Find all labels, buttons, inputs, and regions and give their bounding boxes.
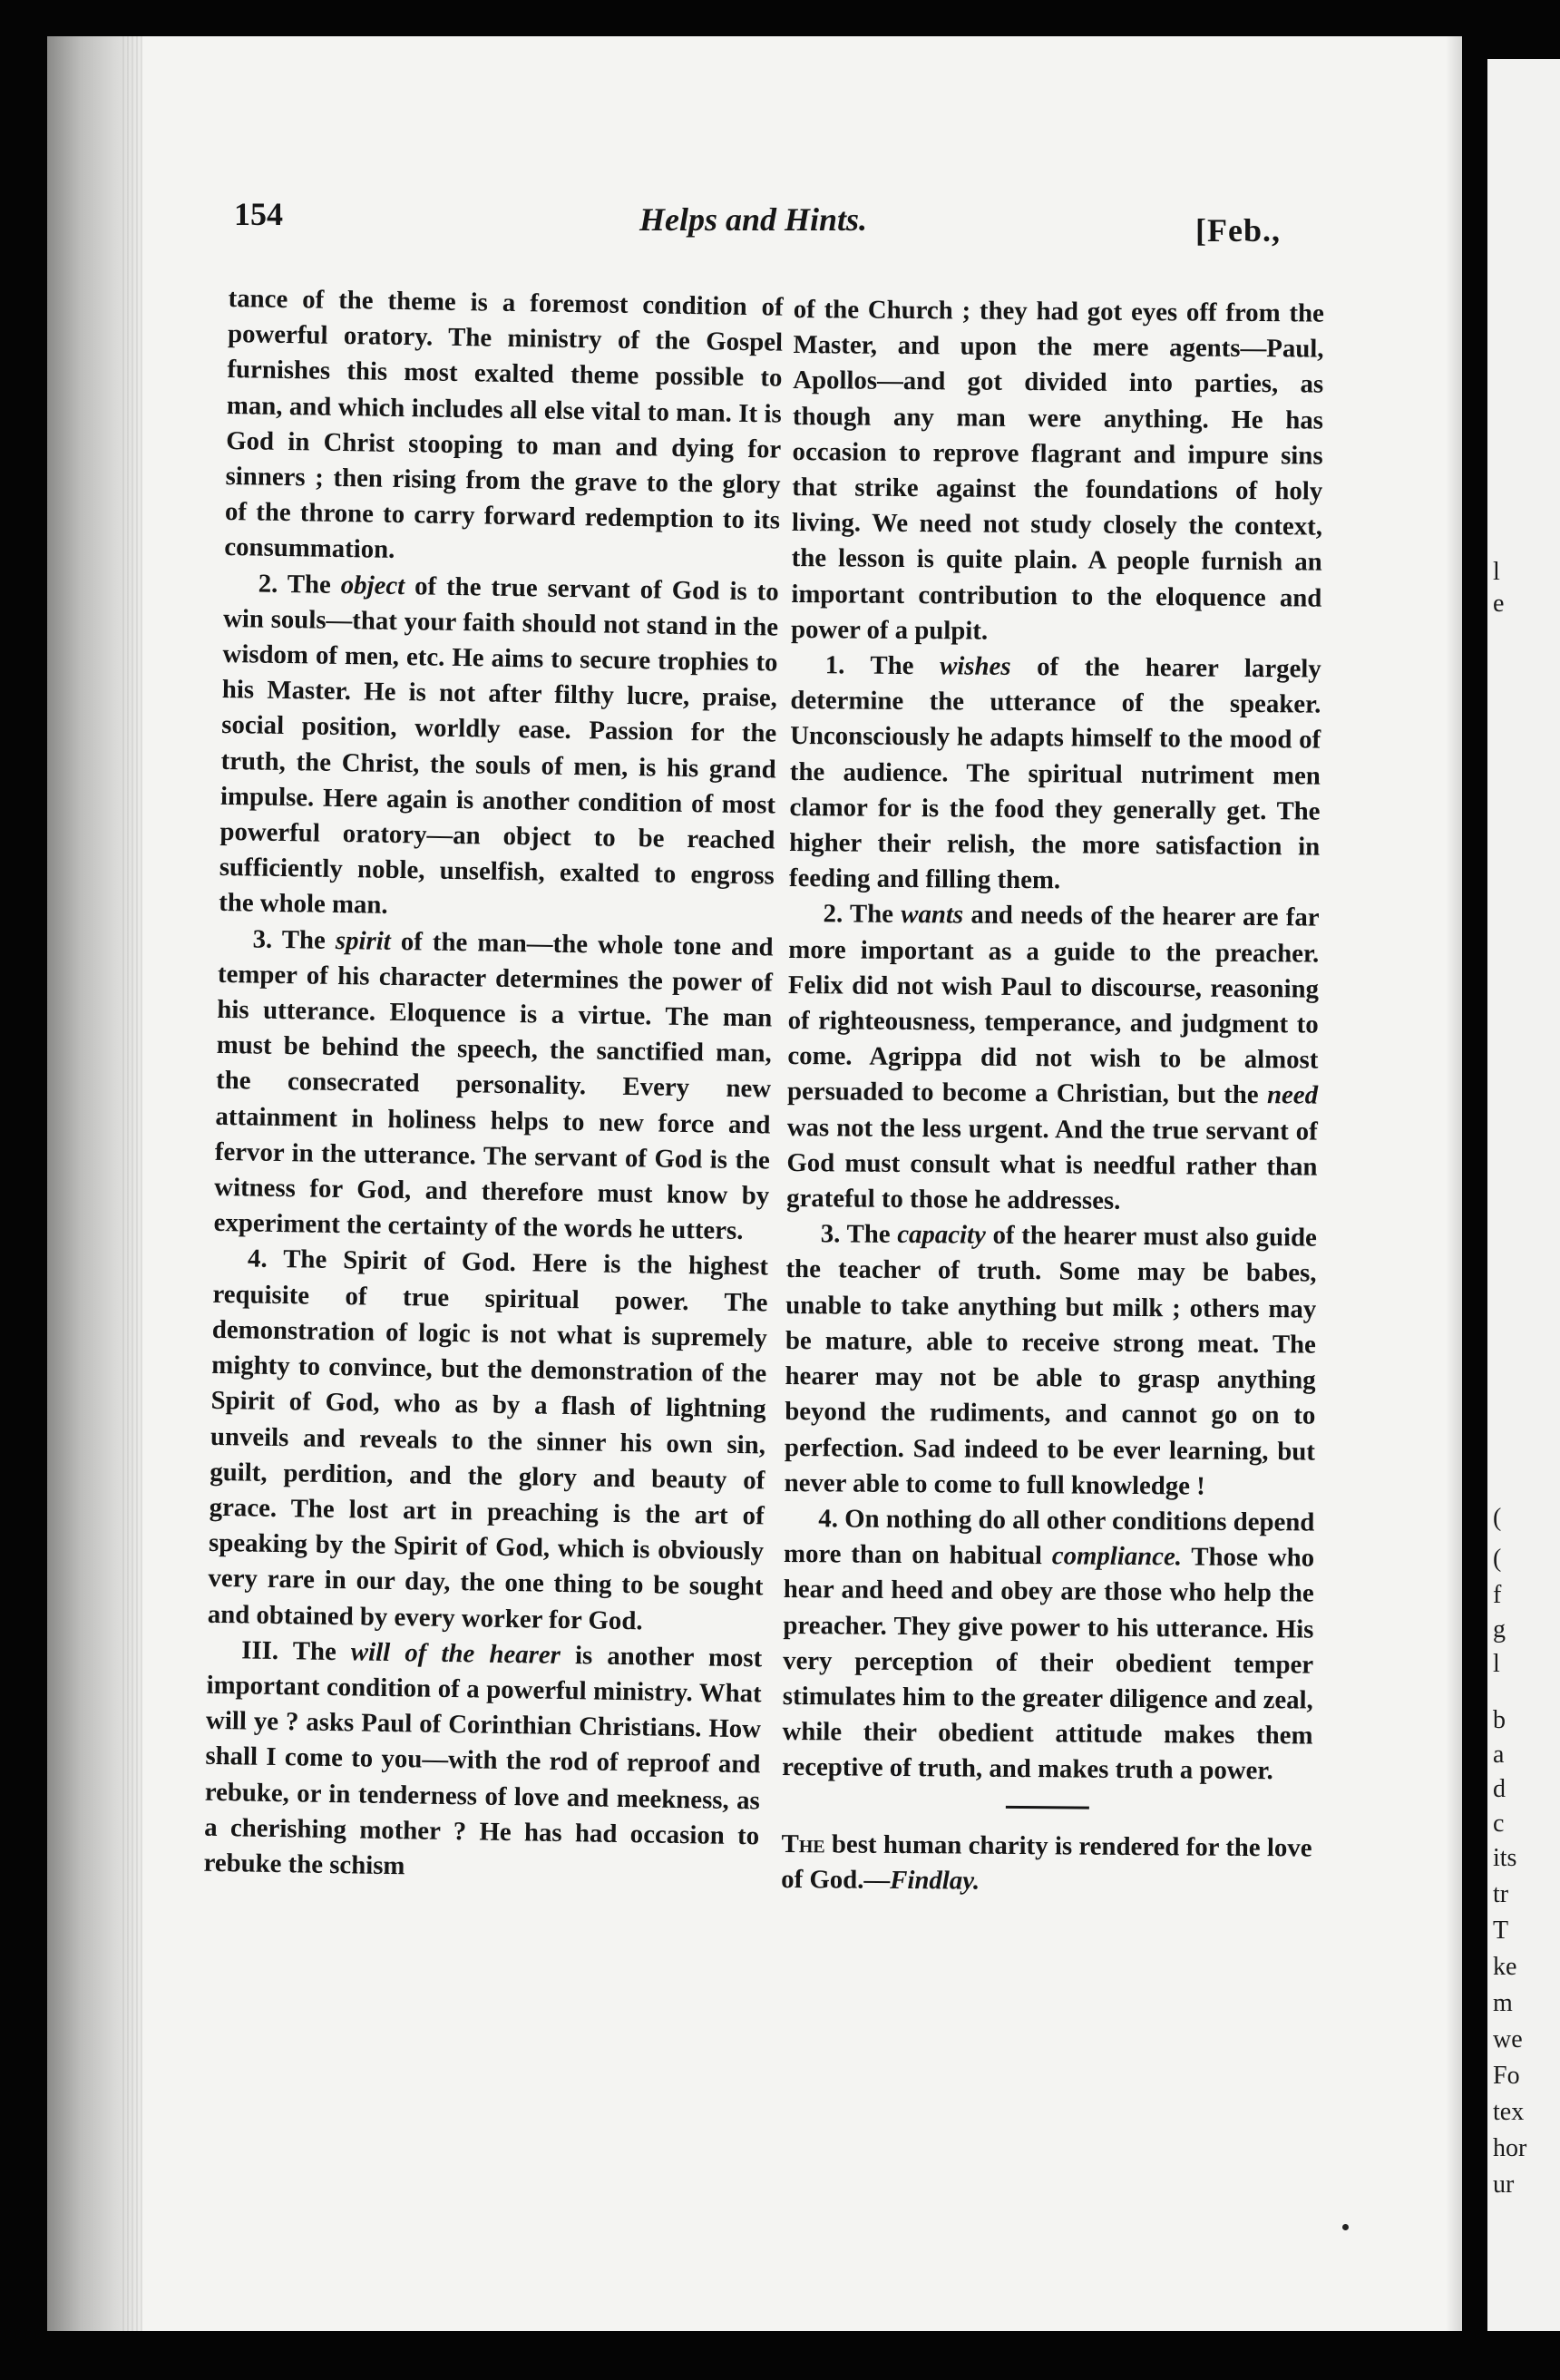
paragraph-text: is another most important condition of a powerful ministry. What will ye ? asks Paul of Corinthian Christians. How shall I come to you—with the rod of reproof and rebuke, or in tenderness of love and meekness, as a cherishing mother ? He has had occasion to rebuke the schism [203,1640,763,1881]
adjacent-page-fragment: e [1493,590,1505,618]
paragraph-text: was not the less urgent. And the true servant of God must consult what is needful rather than grateful to those he addresses. [786,1112,1318,1215]
adjacent-page-fragment: d [1493,1775,1506,1803]
adjacent-page-fragment: m [1493,1989,1513,2017]
adjacent-page-fragment: ( [1493,1545,1502,1573]
paragraph-text: of the man—the whole tone and temper of his character determines the power of his utterance. Eloquence is a virtue. The man must be behind the speech, the sanctified man, the consecrated personality. Every new attainment in holiness helps to new force and fervor in the utterance. The servant of God is the witness for God, and therefore must know by experiment the certainty of the words he utters. [213,926,774,1246]
emphasis: object [340,570,405,600]
emphasis: need [1266,1080,1319,1111]
adjacent-page-fragment: g [1493,1615,1506,1644]
paragraph-lead: 3. The [820,1219,898,1250]
adjacent-page-fragment: a [1493,1741,1505,1769]
right-column [781,292,1324,1901]
quote-text: best human charity is rendered for the love of God.— [781,1829,1312,1895]
adjacent-page-fragment: ( [1493,1504,1502,1532]
adjacent-page-fragment: hor [1493,2134,1527,2162]
paragraph-text: and needs of the hearer are far more important as a guide to the preacher. Felix did not wish Paul to discourse, reasoning of righteousness, temperance, and judgment to come. Agrippa did not wish to be almost persuaded to become a Christian, but the [786,900,1320,1110]
ink-speck [1342,2224,1349,2230]
paragraph [203,1633,762,1890]
adjacent-page-fragment: f [1493,1581,1502,1609]
paragraph-lead: 2. The [823,899,902,930]
emphasis: spirit [335,925,391,956]
adjacent-page-fragment: c [1493,1809,1505,1838]
adjacent-page-strip [1487,59,1560,2331]
emphasis: wants [901,900,964,930]
adjacent-page-fragment: b [1493,1706,1506,1734]
page-number: 154 [234,196,283,232]
paragraph [785,1216,1317,1505]
running-date: [Feb., [1195,212,1281,249]
paragraph-text: Those who hear and heed and obey are those who help the preacher. They give power to his utterance. His very perception of their obedient temper stimulates him to the greater diligence and zeal, while their obedient attitude makes them receptive of truth, and makes truth a power. [782,1542,1315,1786]
emphasis: wishes [940,651,1011,681]
paragraph [219,566,779,931]
adjacent-page-fragment: l [1493,1650,1500,1678]
closing-quote [781,1826,1312,1901]
paragraph [782,1501,1314,1790]
paragraph-lead: 4. On nothing do all other conditions depend more than on habitual [783,1504,1315,1571]
adjacent-page-fragment: its [1493,1844,1517,1872]
paragraph [789,648,1321,901]
adjacent-page-fragment: l [1493,558,1500,586]
adjacent-page-fragment: ke [1493,1953,1517,1981]
quote-author: Findlay. [890,1865,980,1896]
page-header [0,195,1560,249]
paragraph [213,922,773,1250]
adjacent-page-fragment: T [1493,1917,1509,1945]
paragraph-lead: 1. The [824,650,941,681]
emphasis: will of the hearer [350,1637,561,1670]
paragraph-text: of the hearer largely determine the utterance of the speaker. Unconsciously he adapts himself to the mood of the audience. The spiritual nutriment men clamor for is the food they generally get. The higher their relish, the more satisfaction in feeding and filling them. [788,651,1321,895]
adjacent-page-fragment: ur [1493,2170,1515,2199]
paragraph: 4. The Spirit of God. Here is the highest requisite of true spiritual power. The demonstration of logic is not what is supremely mighty to convince, but the demonstration of the Spirit of God, who as by a flash of lightning unveils and reveals to the sinner his own sin, guilt, perdition, and the glory and beauty of grace. The lost art in preaching is the art of speaking by the Spirit of God, which is obviously very rare in our day, the one thing to be sought and obtained by every worker for God. [207,1244,769,1635]
paragraph [786,896,1320,1220]
paragraph: of the Church ; they had got eyes off from the Master, and upon the mere agents—Paul, Apollos—and got divided into parties, as though any man were anything. He has occasion to reprove flagrant and impure sins that strike against the foundations of holy living. We need not study closely the context, the lesson is quite plain. A people furnish an important contribution to the eloquence and power of a pulpit. [790,294,1324,646]
paragraph-lead: 3. The [252,924,336,955]
running-title: Helps and Hints. [639,201,868,238]
paragraph-text: of the hearer must also guide the teacher of truth. Some may be babes, unable to take anything but milk ; others may be mature, able to receive strong meat. The hearer may not be able to grasp anything beyond the rudiments, and cannot go on to perfection. Sad indeed to be ever learning, but never able to come to full knowledge ! [784,1220,1317,1501]
left-column [203,281,784,1890]
emphasis: compliance. [1051,1541,1183,1572]
page-right-edge-shadow [1446,36,1462,2331]
paragraph-lead: III. The [241,1635,352,1667]
adjacent-page-fragment: tex [1493,2098,1525,2126]
adjacent-page-fragment: Fo [1493,2062,1520,2090]
adjacent-page-fragment: tr [1493,1880,1509,1908]
paragraph: tance of the theme is a foremost condition of powerful oratory. The ministry of the Gospel furnishes this most exalted theme possible to man, and which includes all else vital to man. It is God in Christ stooping to man and dying for sinners ; then rising from the grave to the glory of the throne to carry forward redemption to its consummation. [224,283,784,565]
paragraph-lead: 2. The [258,569,342,600]
section-divider-rule [1005,1805,1088,1809]
emphasis: capacity [897,1220,986,1250]
small-caps-lead: The [781,1829,825,1858]
paragraph-text: of the true servant of God is to win souls—that your faith should not stand in the wisdom of men, etc. He aims to secure trophies to his Master. He is not after filthy lucre, praise, social position, worldly ease. Passion for the truth, the Christ, the souls of men, is his grand impulse. Here again is another condition of most powerful oratory—an object to be reached sufficiently noble, unselfish, exalted to engross the whole man. [218,571,779,921]
adjacent-page-fragment: we [1493,2025,1523,2053]
page-gutter-edge [47,36,142,2331]
